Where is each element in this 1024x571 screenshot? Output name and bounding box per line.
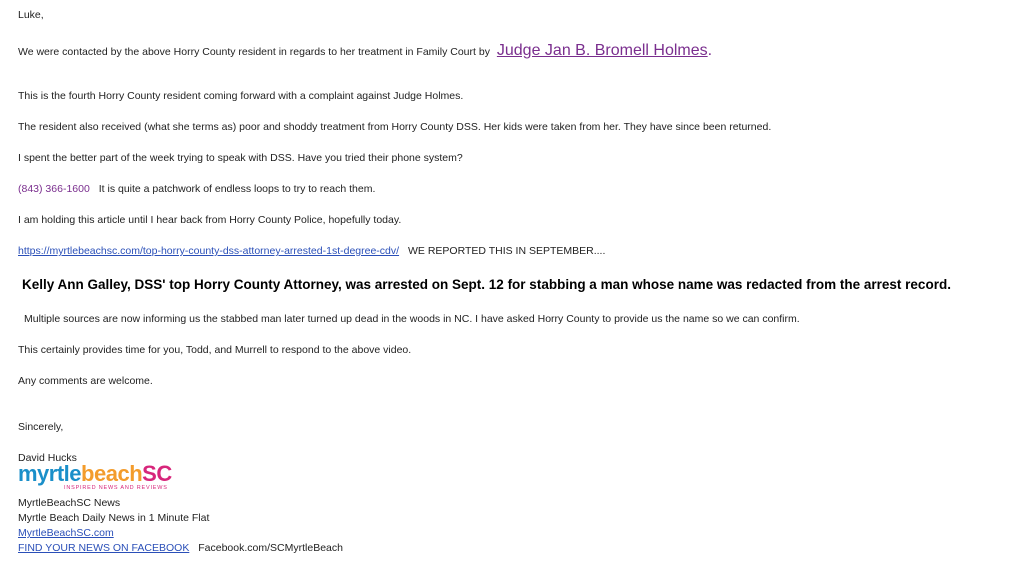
myrtlebeachsc-logo bbox=[18, 463, 180, 493]
logo-myrtle: myrtle bbox=[18, 461, 82, 486]
contact-text: We were contacted by the above Horry County resident in regards to her treatment in Family Court by bbox=[18, 46, 490, 58]
phone-number[interactable]: (843) 366-1600 bbox=[18, 183, 90, 195]
paragraph-holding-article: I am holding this article until I hear back from Horry County Police, hopefully today. bbox=[18, 214, 402, 226]
logo-sc: SC bbox=[142, 461, 172, 486]
site-link[interactable]: MyrtleBeachSC.com bbox=[18, 527, 114, 539]
paragraph-phone-system: I spent the better part of the week trying to speak with DSS. Have you tried their phone system? bbox=[18, 152, 463, 164]
paragraph-fourth-resident: This is the fourth Horry County resident coming forward with a complaint against Judge Holmes. bbox=[18, 90, 464, 102]
headline: Kelly Ann Galley, DSS' top Horry County Attorney, was arrested on Sept. 12 for stabbing a man whose name was redacted from the arrest record. bbox=[22, 277, 951, 292]
paragraph-comments: Any comments are welcome. bbox=[18, 375, 153, 387]
paragraph-contact bbox=[18, 42, 712, 60]
paragraph-dss-treatment: The resident also received (what she terms as) poor and shoddy treatment from Horry County DSS. Her kids were taken from her. They have since been returned. bbox=[18, 121, 772, 133]
article-link[interactable]: https://myrtlebeachsc.com/top-horry-county-dss-attorney-arrested-1st-degree-cdv/ bbox=[18, 245, 400, 257]
signature-org: MyrtleBeachSC News bbox=[18, 497, 121, 509]
judge-link-period: . bbox=[707, 42, 713, 59]
signature-tagline: Myrtle Beach Daily News in 1 Minute Flat bbox=[18, 512, 210, 524]
paragraph-article-link bbox=[18, 245, 605, 257]
facebook-text: Facebook.com/SCMyrtleBeach bbox=[198, 542, 343, 554]
signoff: Sincerely, bbox=[18, 421, 64, 433]
logo-wordmark bbox=[18, 463, 180, 485]
signature-name: David Hucks bbox=[18, 452, 77, 464]
facebook-link[interactable]: FIND YOUR NEWS ON FACEBOOK bbox=[18, 542, 190, 554]
phone-text: It is quite a patchwork of endless loops to try to reach them. bbox=[98, 183, 376, 195]
paragraph-time-to-respond: This certainly provides time for you, Todd, and Murrell to respond to the above video. bbox=[18, 344, 412, 356]
greeting: Luke, bbox=[18, 9, 44, 21]
paragraph-sources: Multiple sources are now informing us the stabbed man later turned up dead in the woods in NC. I have asked Horry County to provide us the name so we can confirm. bbox=[24, 313, 800, 325]
paragraph-phone bbox=[18, 183, 375, 195]
signature-site bbox=[18, 527, 114, 539]
signature-facebook bbox=[18, 542, 343, 554]
judge-link[interactable]: Judge Jan B. Bromell Holmes bbox=[496, 42, 708, 59]
reported-text: WE REPORTED THIS IN SEPTEMBER.... bbox=[407, 245, 606, 257]
logo-beach: beach bbox=[81, 461, 143, 486]
logo-tagline: INSPIRED NEWS AND REVIEWS bbox=[64, 485, 168, 491]
